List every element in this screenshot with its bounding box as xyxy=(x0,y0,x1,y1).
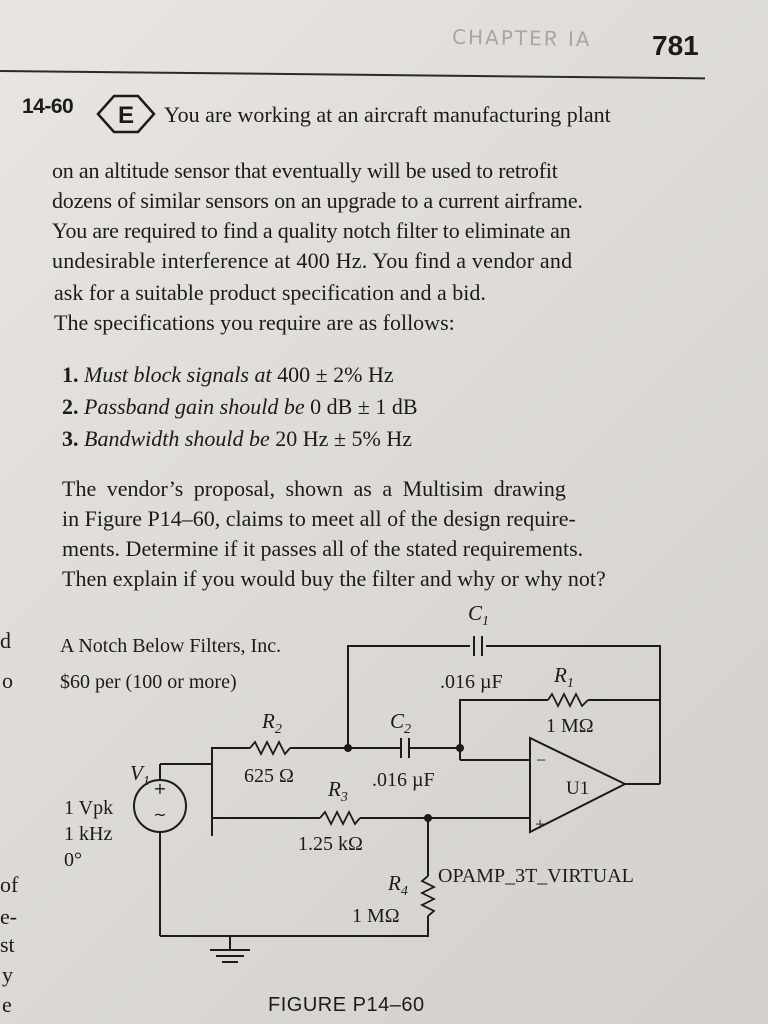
r3-value: 1.25 kΩ xyxy=(298,833,363,855)
requirement-item xyxy=(62,364,394,386)
margin-letter: st xyxy=(0,932,15,957)
resistor-r4 xyxy=(422,876,434,916)
c2-label: $C_2$ xyxy=(390,709,412,737)
r1-label: $R_1$ xyxy=(554,663,574,691)
op-amp-label: U1 xyxy=(566,778,590,799)
c1-value: .016 µF xyxy=(440,671,503,693)
vendor-price: $60 per (100 or more) xyxy=(60,671,237,693)
requirement-item xyxy=(62,428,412,450)
problem-line: You are required to find a quality notch filter to eliminate an xyxy=(52,218,571,243)
v1-phase: 0° xyxy=(64,849,82,871)
margin-letter: d xyxy=(0,628,11,653)
proposal-line: ments. Determine if it passes all of the stated requirements. xyxy=(62,536,584,561)
voltage-source-v1 xyxy=(134,779,186,832)
requirement-text: Passband gain should be xyxy=(84,394,305,419)
r1-value: 1 MΩ xyxy=(546,715,594,737)
notch-filter-schematic xyxy=(0,600,768,990)
r4-value: 1 MΩ xyxy=(352,905,400,927)
problem-line: on an altitude sensor that eventually will be used to retrofit xyxy=(52,158,558,183)
mirrored-header-code: AI ЯƎTꟼAHϽ xyxy=(449,24,590,52)
junction-dot xyxy=(456,744,464,752)
c2-value: .016 µF xyxy=(372,769,435,791)
problem-line: dozens of similar sensors on an upgrade to a current airframe. xyxy=(52,188,583,213)
r3-label: $R_3$ xyxy=(328,777,348,805)
resistor-r3 xyxy=(320,812,360,824)
op-amp-u1 xyxy=(530,738,625,834)
margin-letter: o xyxy=(2,668,13,693)
header-rule xyxy=(0,70,705,79)
margin-letter: of xyxy=(0,872,19,897)
margin-letter: e- xyxy=(0,904,18,929)
proposal-line: Then explain if you would buy the filter and why or why not? xyxy=(62,566,606,591)
svg-text:+: + xyxy=(153,779,167,798)
requirement-number: 1. xyxy=(62,362,79,387)
margin-letter: y xyxy=(2,962,13,987)
margin-letter: e xyxy=(2,992,12,1017)
problem-line: You are working at an aircraft manufacturing plant xyxy=(164,102,611,127)
requirement-item xyxy=(62,396,418,418)
problem-line: The specifications you require are as follows: xyxy=(54,310,455,335)
figure-caption: FIGURE P14–60 xyxy=(268,994,425,1016)
proposal-line: in Figure P14–60, claims to meet all of the design require- xyxy=(62,506,576,531)
capacitor-c1 xyxy=(474,636,482,656)
junction-dot xyxy=(424,814,432,822)
svg-text:~: ~ xyxy=(153,805,167,824)
requirement-number: 2. xyxy=(62,394,79,419)
v1-amplitude: 1 Vpk xyxy=(64,797,114,819)
page-number: 781 xyxy=(652,30,699,61)
difficulty-badge xyxy=(94,92,158,136)
r2-label: $R_2$ xyxy=(262,709,282,737)
problem-line: undesirable interference at 400 Hz. You find a vendor and xyxy=(52,248,573,273)
problem-number: 14-60 xyxy=(22,95,74,118)
requirement-text: Must block signals at xyxy=(84,362,272,387)
vendor-name: A Notch Below Filters, Inc. xyxy=(60,635,282,657)
requirement-text: Bandwidth should be xyxy=(84,426,270,451)
op-amp-noninverting-sign: + xyxy=(535,814,546,834)
badge-letter: E xyxy=(117,102,135,129)
requirement-number: 3. xyxy=(62,426,79,451)
v1-frequency: 1 kHz xyxy=(64,823,113,845)
r2-value: 625 Ω xyxy=(244,765,294,787)
junction-dot xyxy=(344,744,352,752)
requirement-value: 20 Hz ± 5% Hz xyxy=(275,426,412,451)
resistor-r2 xyxy=(250,742,290,754)
resistor-r1 xyxy=(548,694,588,706)
requirement-value: 0 dB ± 1 dB xyxy=(310,394,418,419)
op-amp-model: OPAMP_3T_VIRTUAL xyxy=(438,865,634,887)
v1-label: $V_1$ xyxy=(130,761,150,789)
capacitor-c2 xyxy=(401,738,409,758)
r4-label: $R_4$ xyxy=(388,871,408,899)
problem-line: ask for a suitable product specification and a bid. xyxy=(54,280,486,305)
proposal-line: The vendor’s proposal, shown as a Multisim drawing xyxy=(62,476,566,501)
requirement-value: 400 ± 2% Hz xyxy=(277,362,394,387)
op-amp-inverting-sign: − xyxy=(536,750,547,770)
c1-label: $C_1$ xyxy=(468,601,490,629)
